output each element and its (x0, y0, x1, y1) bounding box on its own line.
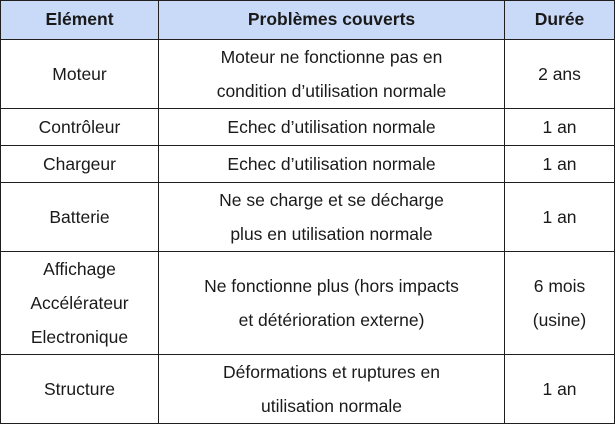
cell-problems (159, 109, 505, 146)
duration-text: 6 mois (533, 276, 586, 296)
cell-duration (505, 252, 615, 355)
cell-element (1, 146, 159, 183)
cell-duration (505, 109, 615, 146)
cell-duration (505, 183, 615, 252)
problems-line: Ne se charge et se décharge (219, 190, 444, 210)
cell-duration (505, 355, 615, 424)
table-row (1, 355, 615, 424)
element-text: Batterie (49, 207, 110, 227)
table-row (1, 183, 615, 252)
cell-element (1, 252, 159, 355)
cell-element (1, 40, 159, 109)
cell-element (1, 109, 159, 146)
element-text: Chargeur (43, 154, 116, 174)
problems-line: Moteur ne fonctionne pas en (220, 47, 443, 67)
problems-line: utilisation normale (260, 396, 403, 416)
problems-line: Echec d’utilisation normale (227, 154, 436, 174)
cell-duration (505, 146, 615, 183)
duration-text: 1 an (542, 379, 577, 399)
cell-duration (505, 40, 615, 109)
problems-line: plus en utilisation normale (230, 224, 433, 244)
cell-problems (159, 355, 505, 424)
duration-text: (usine) (532, 310, 587, 330)
header-duration: Durée (505, 1, 615, 40)
element-text: Moteur (52, 64, 107, 84)
cell-problems (159, 146, 505, 183)
cell-problems (159, 183, 505, 252)
cell-problems (159, 252, 505, 355)
element-text: Affichage (43, 259, 116, 279)
element-text: Electronique (30, 327, 129, 347)
header-problems: Problèmes couverts (159, 1, 505, 40)
cell-element (1, 183, 159, 252)
duration-text: 2 ans (538, 64, 581, 84)
element-text: Accélérateur (30, 293, 129, 313)
problems-line: condition d’utilisation normale (216, 81, 447, 101)
header-element: Elément (1, 1, 159, 40)
duration-text: 1 an (542, 154, 577, 174)
duration-text: 1 an (542, 117, 577, 137)
table-row (1, 252, 615, 355)
table-row (1, 40, 615, 109)
cell-problems (159, 40, 505, 109)
problems-line: et détérioration externe) (238, 310, 425, 330)
element-text: Structure (44, 379, 115, 399)
table-row (1, 146, 615, 183)
problems-line: Echec d’utilisation normale (227, 117, 436, 137)
problems-line: Déformations et ruptures en (223, 362, 440, 382)
header-row (1, 1, 615, 40)
element-text: Contrôleur (38, 117, 121, 137)
problems-line: Ne fonctionne plus (hors impacts (204, 276, 459, 296)
duration-text: 1 an (542, 207, 577, 227)
table-row (1, 109, 615, 146)
cell-element (1, 355, 159, 424)
